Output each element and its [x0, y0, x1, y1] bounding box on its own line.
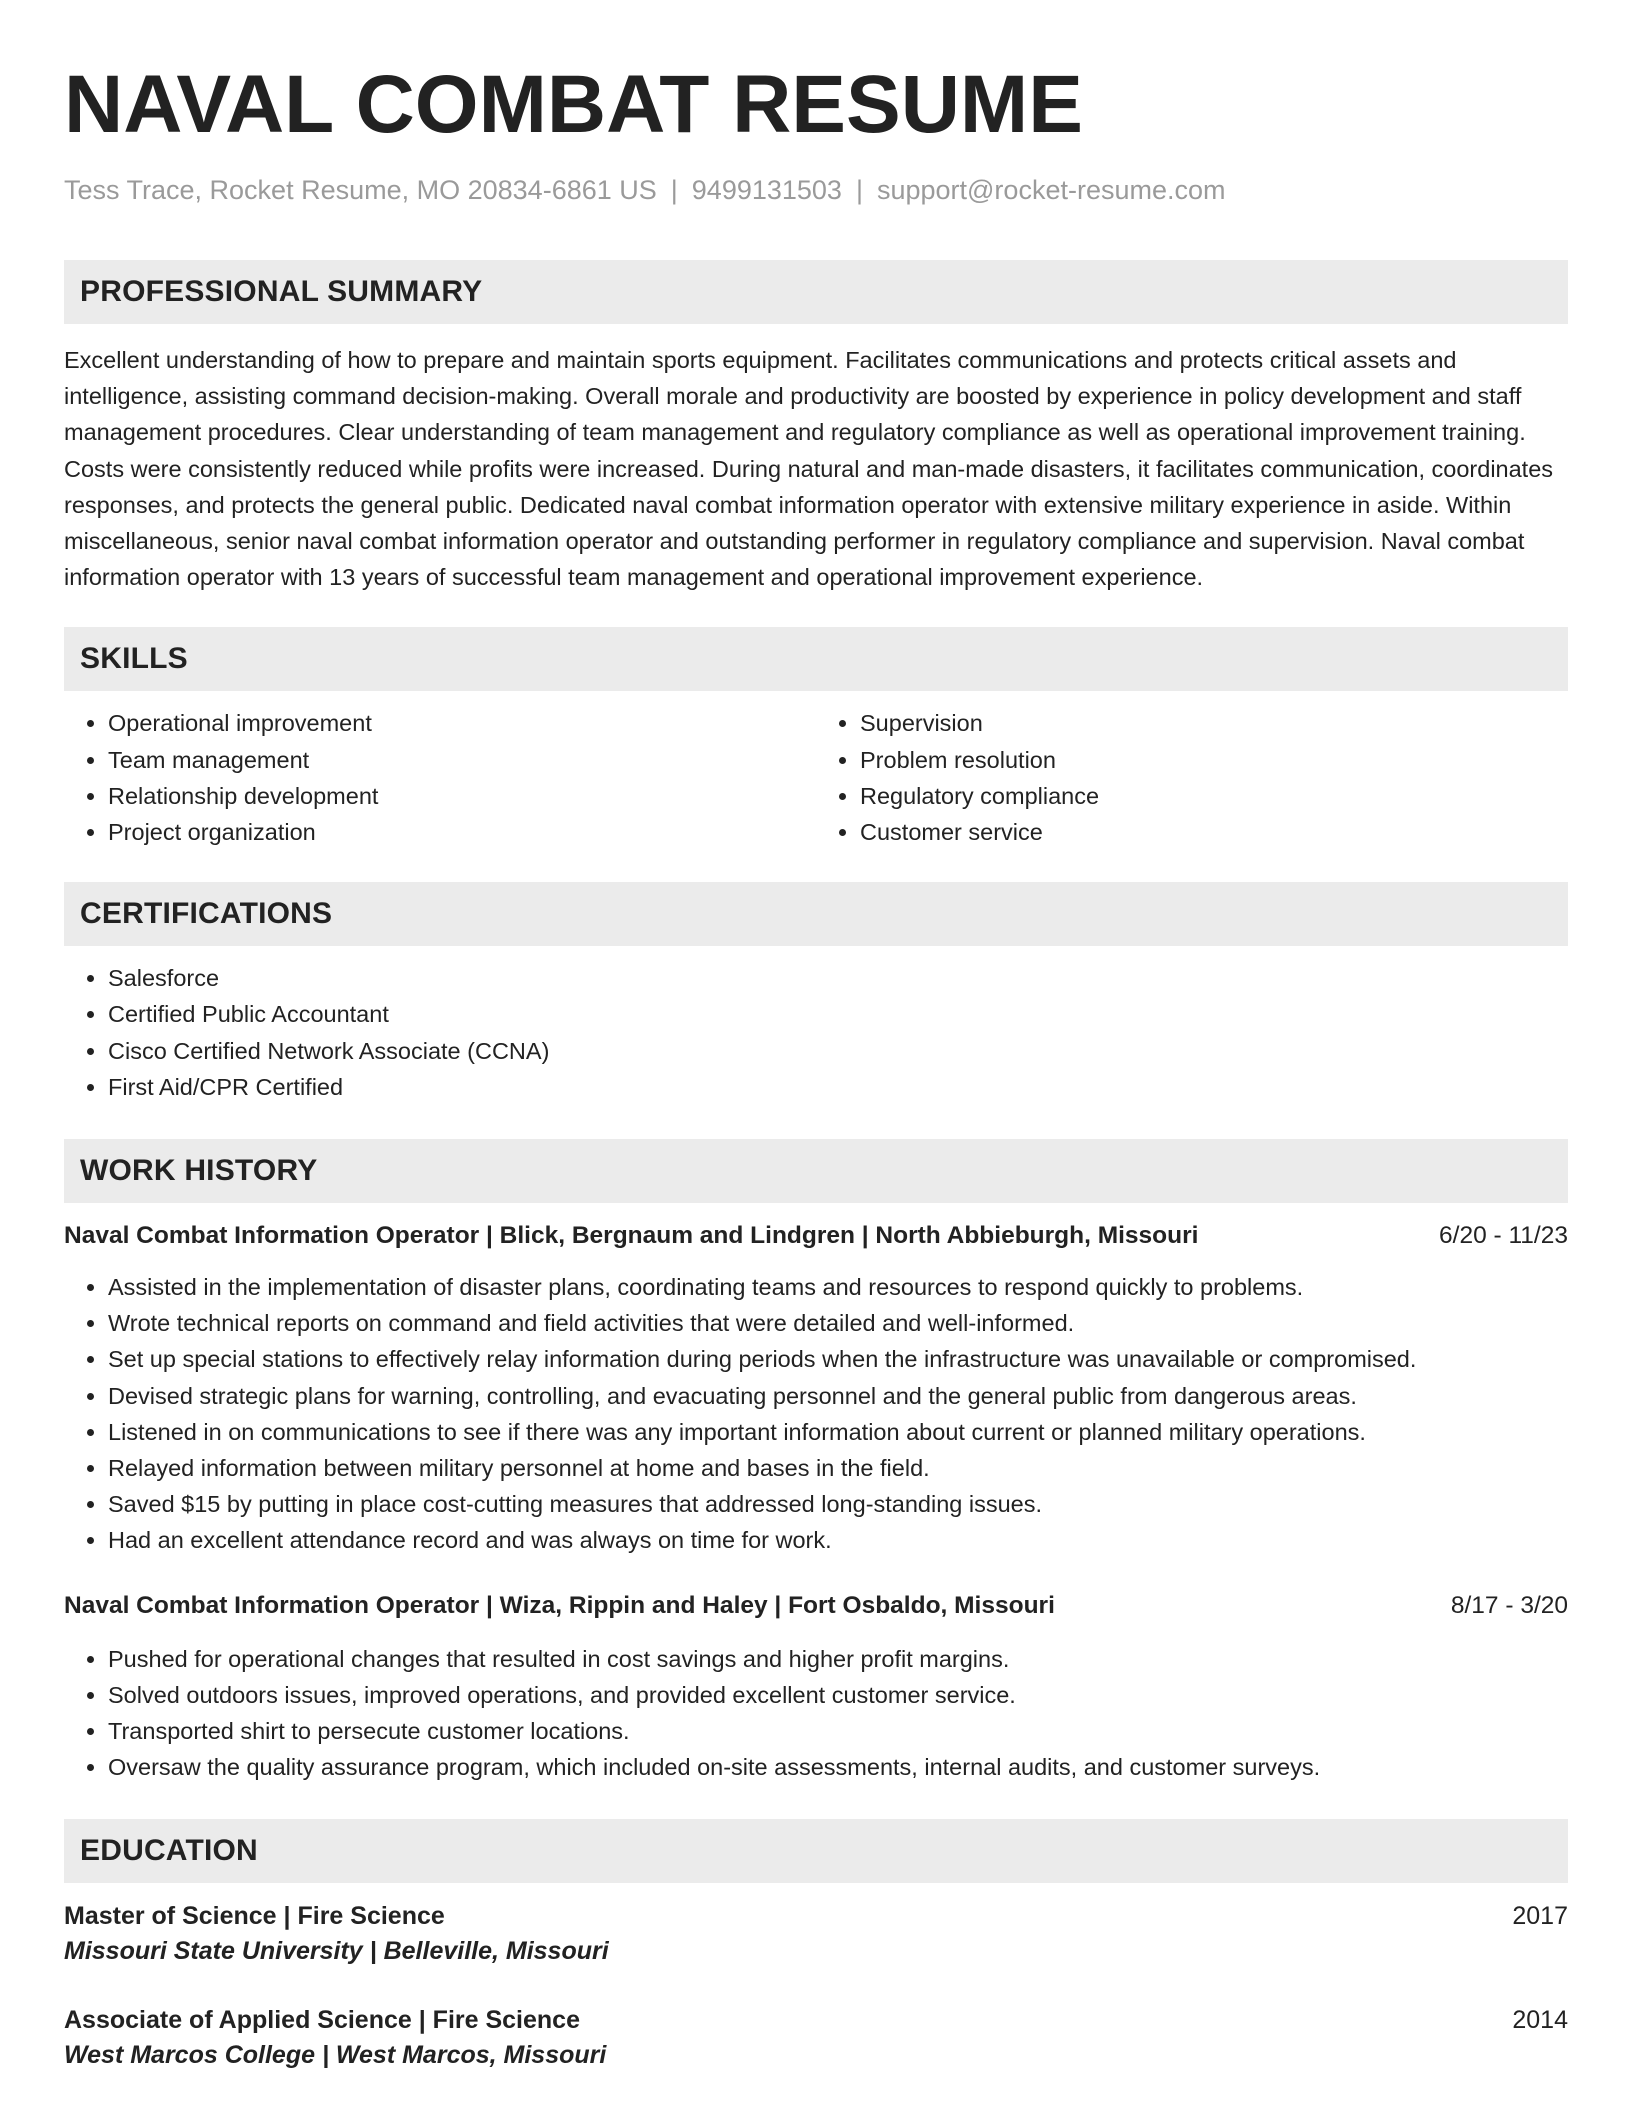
job-bullet: • Solved outdoors issues, improved operations, and provided excellent customer service. [108, 1677, 1568, 1713]
education-year: 2017 [1512, 1902, 1568, 1931]
job-header [64, 1219, 1568, 1253]
education-school: Missouri State University | Belleville, Missouri [64, 1937, 609, 1966]
education-school: West Marcos College | West Marcos, Missouri [64, 2041, 607, 2070]
certification-item: • First Aid/CPR Certified [108, 1069, 1568, 1105]
contact-separator: | [670, 175, 678, 205]
job-bullet: • Listened in on communications to see if there was any important information about current or planned military operations. [108, 1414, 1568, 1450]
job-bullet: • Transported shirt to persecute customer locations. [108, 1713, 1568, 1749]
job-bullet: • Wrote technical reports on command and field activities that were detailed and well-informed. [108, 1305, 1568, 1341]
resume-title: NAVAL COMBAT RESUME [64, 59, 1083, 150]
job-title: Naval Combat Information Operator | Blick, Bergnaum and Lindgren | North Abbieburgh, Missouri [64, 1222, 1199, 1250]
skill-item: • Relationship development [108, 778, 816, 814]
contact-line [64, 172, 1568, 208]
education-degree: Master of Science | Fire Science [64, 1902, 445, 1931]
section-heading-education: EDUCATION [64, 1819, 1568, 1883]
job-dates: 6/20 - 11/23 [1439, 1222, 1568, 1250]
job-entry [64, 1219, 1568, 1559]
skill-item: • Team management [108, 742, 816, 778]
skill-item: • Regulatory compliance [860, 778, 1568, 814]
section-heading-skills: SKILLS [64, 627, 1568, 691]
job-header [64, 1589, 1568, 1623]
job-bullet: • Oversaw the quality assurance program, which included on-site assessments, internal audits, and customer surveys. [108, 1749, 1568, 1785]
certifications-list [64, 960, 1568, 1105]
education-year: 2014 [1512, 2006, 1568, 2035]
job-bullet: • Set up special stations to effectively relay information during periods when the infrastructure was unavailable or compromised. [108, 1341, 1568, 1377]
section-heading-certifications: CERTIFICATIONS [64, 882, 1568, 946]
job-title: Naval Combat Information Operator | Wiza, Rippin and Haley | Fort Osbaldo, Missouri [64, 1591, 1055, 1619]
job-bullet: • Saved $15 by putting in place cost-cutting measures that addressed long-standing issues. [108, 1486, 1568, 1522]
education-entry [64, 1899, 1568, 1969]
contact-email: support@rocket-resume.com [876, 175, 1226, 205]
education-header [64, 1899, 1568, 1933]
skill-item: • Customer service [860, 814, 1568, 850]
contact-separator: | [855, 175, 863, 205]
job-bullet: • Relayed information between military personnel at home and bases in the field. [108, 1450, 1568, 1486]
skill-item: • Supervision [860, 705, 1568, 741]
job-bullet: • Devised strategic plans for warning, controlling, and evacuating personnel and the general public from dangerous areas. [108, 1378, 1568, 1414]
skill-item: • Problem resolution [860, 742, 1568, 778]
education-header [64, 2003, 1568, 2037]
certification-item: • Certified Public Accountant [108, 996, 1568, 1032]
summary-text: Excellent understanding of how to prepare and maintain sports equipment. Facilitates communications and protects critical assets and intelligence, assisting command decision-making. Overall morale and productivity are boosted by experience in policy development and staff management procedures. Clear understanding of team management and regulatory compliance as well as operational improvement training. Costs were consistently reduced while profits were increased. During natural and man-made disasters, it facilitates communication, coordinates responses, and protects the general public. Dedicated naval combat information operator with extensive military experience in aside. Within miscellaneous, senior naval combat information operator and outstanding performer in regulatory compliance and supervision. Naval combat information operator with 13 years of successful team management and operational improvement experience. [64, 347, 1554, 591]
skills-list [64, 705, 1568, 850]
skill-item: • Project organization [108, 814, 816, 850]
education-degree: Associate of Applied Science | Fire Science [64, 2006, 580, 2035]
certification-item: • Salesforce [108, 960, 1568, 996]
job-entry [64, 1589, 1568, 1786]
job-bullet: • Had an excellent attendance record and was always on time for work. [108, 1522, 1568, 1558]
contact-address: Tess Trace, Rocket Resume, MO 20834-6861 US [64, 175, 657, 205]
certification-item: • Cisco Certified Network Associate (CCNA) [108, 1033, 1568, 1069]
job-dates: 8/17 - 3/20 [1450, 1591, 1568, 1619]
skill-item: • Operational improvement [108, 705, 816, 741]
contact-phone: 9499131503 [691, 175, 842, 205]
education-entry [64, 2003, 1568, 2073]
job-bullets [64, 1641, 1568, 1786]
section-heading-work-history: WORK HISTORY [64, 1139, 1568, 1203]
job-bullets [64, 1269, 1568, 1559]
job-bullet: • Pushed for operational changes that resulted in cost savings and higher profit margins. [108, 1641, 1568, 1677]
section-heading-summary: PROFESSIONAL SUMMARY [64, 260, 1568, 324]
job-bullet: • Assisted in the implementation of disaster plans, coordinating teams and resources to respond quickly to problems. [108, 1269, 1568, 1305]
skills-column-right [816, 705, 1568, 850]
skills-column-left [64, 705, 816, 850]
